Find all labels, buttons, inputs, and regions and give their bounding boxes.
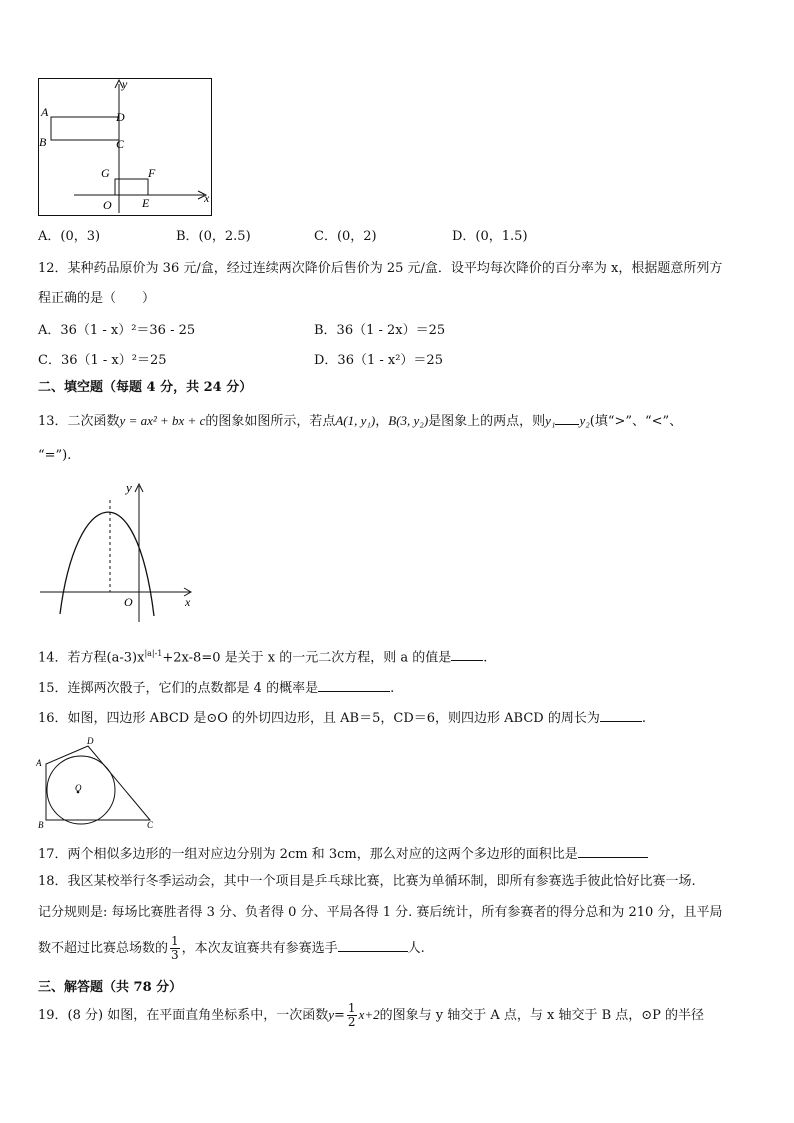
q11-option-c: C．(0，2): [314, 229, 377, 244]
q12-option-a: A．36（1 - x）²＝36 - 25: [38, 323, 196, 338]
q16-end: .: [641, 711, 646, 726]
q12-line2: 程正确的是（ ）: [38, 291, 156, 306]
q17-text: 17．两个相似多边形的一组对应边分别为 2cm 和 3cm，那么对应的这两个多边形的面积比是: [38, 847, 578, 862]
q16-answer-blank[interactable]: [600, 707, 642, 722]
rectangle-abcd: [51, 117, 119, 140]
label-o: O: [124, 595, 133, 609]
label-d: D: [87, 736, 94, 746]
q18-frac-den: 3: [171, 948, 179, 962]
q13-mid2: 是图象上的两点，则: [428, 414, 546, 429]
q13-sep: ，: [375, 414, 389, 429]
q19-prefix: 19．(8 分) 如图，在平面直角坐标系中，一次函数: [38, 1008, 329, 1023]
q18-line3-end: 人.: [407, 941, 425, 956]
q13-line2: “=”).: [38, 448, 72, 463]
q18-line3: [38, 932, 425, 966]
label-x: x: [204, 191, 210, 205]
q15-end: .: [390, 681, 395, 696]
label-c: C: [116, 137, 125, 151]
q14-prefix: 14．若方程(a-3)x: [38, 650, 145, 666]
q14-answer-blank[interactable]: [451, 646, 483, 661]
figure-q11-rectangles: [38, 78, 214, 218]
section-heading-fill-in: 二、填空题（每题 4 分，共 24 分）: [38, 380, 253, 395]
q19-frac-num: 1: [347, 1001, 356, 1015]
q12-option-d: D．36（1 - x²）＝25: [314, 353, 443, 368]
parabola-curve: [60, 512, 154, 616]
q11-option-b: B．(0，2.5): [176, 229, 251, 244]
q15-line: [38, 677, 394, 698]
figure-q16-quadrilateral: [36, 736, 160, 830]
q15-text: 15．连掷两次骰子，它们的点数都是 4 的概率是: [38, 681, 319, 696]
q19-x-term: x+2: [358, 1007, 380, 1022]
q13-answer-blank[interactable]: [555, 410, 579, 425]
q14-line: [38, 645, 487, 667]
q13-y1: y₁: [545, 413, 556, 428]
q12-option-c: C．36（1 - x）²＝25: [38, 353, 167, 368]
q13-line1: [38, 410, 682, 431]
label-b: B: [39, 135, 47, 149]
q13-suffix: (填“>”、“<”、: [589, 414, 683, 429]
q14-exponent: |a|-1: [144, 649, 163, 658]
q11-option-d: D．(0，1.5): [452, 229, 528, 244]
q16-line: [38, 707, 646, 728]
q17-line: [38, 843, 648, 864]
q12-option-b: B．36（1 - 2x）＝25: [314, 323, 446, 338]
q13-y2: y₂: [579, 413, 590, 428]
label-o: O: [75, 783, 82, 793]
q19-line1: [38, 998, 704, 1033]
q11-option-a: A．(0，3): [38, 229, 101, 244]
q18-line3-mid: ，本次友谊赛共有参赛选手: [181, 941, 338, 956]
label-d: D: [116, 110, 125, 124]
label-x: x: [185, 595, 191, 609]
q19-y: y: [328, 1007, 335, 1022]
q18-line3-prefix: 数不超过比赛总场数的: [38, 941, 169, 956]
label-g: G: [101, 166, 110, 180]
label-f: F: [148, 166, 156, 180]
q18-fraction: [170, 935, 180, 962]
q17-answer-blank[interactable]: [578, 843, 648, 858]
q19-fraction: [347, 1002, 357, 1029]
q13-formula: y = ax² + bx + c: [119, 413, 206, 428]
q13-mid1: 的图象如图所示，若点: [205, 414, 336, 429]
section-heading-solutions: 三、解答题（共 78 分）: [38, 980, 183, 995]
q14-suffix: +2x-8=0 是关于 x 的一元二次方程，则 a 的值是: [162, 650, 452, 666]
q19-frac-den: 2: [347, 1015, 356, 1029]
label-b: B: [38, 820, 44, 830]
label-a: A: [36, 758, 42, 768]
rectangle-oefg: [115, 179, 148, 195]
q16-text: 16．如图，四边形 ABCD 是⊙O 的外切四边形，且 AB＝5，CD＝6，则四边形 ABCD 的周长为: [38, 711, 600, 726]
q13-point-a: A(1, y₁): [335, 413, 376, 428]
q15-answer-blank[interactable]: [318, 677, 390, 692]
q18-frac-num: 1: [171, 934, 179, 948]
q12-line1: 12．某种药品原价为 36 元/盒，经过连续两次降价后售价为 25 元/盒．设平均每次降价的百分率为 x，根据题意所列方: [38, 261, 723, 276]
label-y: y: [126, 480, 132, 495]
label-c: C: [147, 820, 154, 830]
figure-q13-parabola: [38, 478, 198, 628]
q13-point-b: B(3, y₂): [388, 413, 429, 428]
q18-line2: 记分规则是: 每场比赛胜者得 3 分、负者得 0 分、平局各得 1 分. 赛后统计，所有参赛者的得分总和为 210 分，且平局: [38, 905, 723, 920]
q19-eq: =: [334, 1008, 345, 1023]
q14-end: .: [483, 650, 488, 666]
label-e: E: [142, 196, 150, 210]
q18-line1: 18．我区某校举行冬季运动会，其中一个项目是乒乓球比赛，比赛为单循环制，即所有参赛选手彼此恰好比赛一场.: [38, 874, 696, 889]
quadrilateral-abcd: [46, 746, 150, 820]
q19-suffix: 的图象与 y 轴交于 A 点，与 x 轴交于 B 点，⊙P 的半径: [379, 1008, 705, 1023]
q18-answer-blank[interactable]: [338, 937, 408, 952]
label-a: A: [41, 105, 49, 119]
label-o: O: [103, 198, 112, 212]
label-y: y: [122, 78, 128, 91]
q13-prefix: 13．二次函数: [38, 414, 120, 429]
